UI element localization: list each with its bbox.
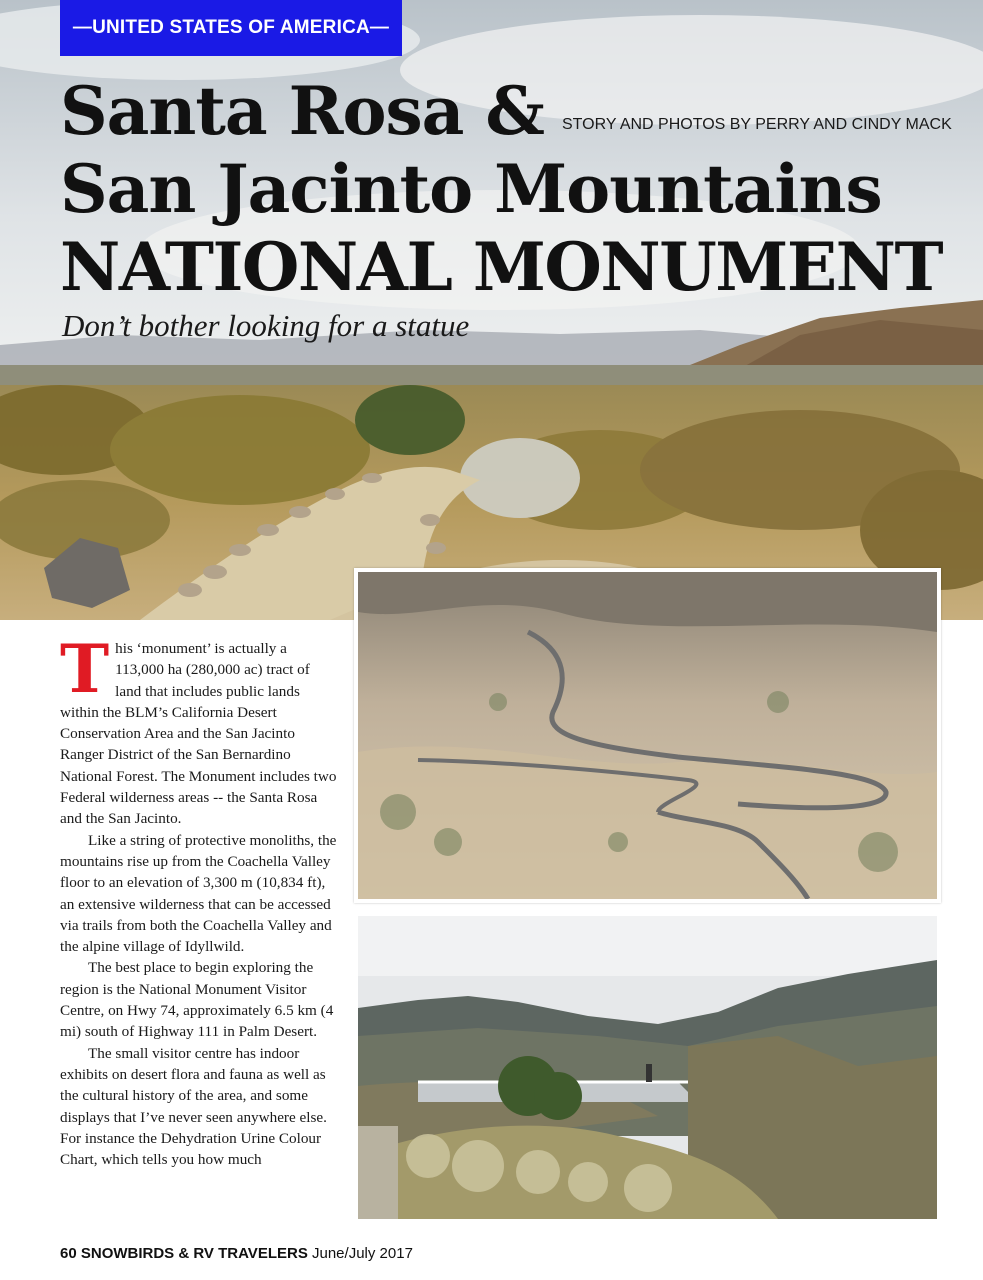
magazine-name: SNOWBIRDS & RV TRAVELERS <box>80 1245 308 1262</box>
headline-line-2: San Jacinto Mountains <box>60 150 882 228</box>
issue-date: June/July 2017 <box>312 1245 413 1262</box>
section-tag: —UNITED STATES OF AMERICA— <box>60 0 402 56</box>
winding-road-photo <box>354 568 941 903</box>
article-paragraph-4: The small visitor centre has indoor exhibits on desert flora and fauna as well as the cultural history of the area, and some displays that I’ve never seen anywhere else. For instance the Dehydration Urine Colour Chart, which tells you how much <box>60 1044 327 1169</box>
article-paragraph-1-text: his ‘monument’ is actually a 113,000 ha (280,000 ac) tract of land that includes public lands within the BLM’s California Desert Conservation Area and the San Jacinto Ranger District of the San Bernardino National Forest. The Monument includes two Federal wilderness areas -- the Santa Rosa and the San Jacinto. <box>60 640 337 828</box>
lookout-image <box>358 916 937 1219</box>
article-paragraph-1 <box>60 630 338 830</box>
drop-cap: T <box>60 630 110 708</box>
article-body <box>60 630 338 1170</box>
page-footer <box>60 1245 413 1262</box>
headline-line-3: NATIONAL MONUMENT <box>60 228 943 306</box>
winding-road-image <box>358 572 937 899</box>
headline-line-1: Santa Rosa & <box>60 72 544 150</box>
byline: STORY AND PHOTOS BY PERRY AND CINDY MACK <box>562 116 952 133</box>
article-paragraph-2: Like a string of protective monoliths, the mountains rise up from the Coachella Valley floor to an elevation of 3,300 m (10,834 ft), an extensive wilderness that can be accessed via trails from both the Coachella Valley and the alpine village of Idyllwild. <box>60 831 337 956</box>
page-number: 60 <box>60 1245 77 1262</box>
lookout-photo <box>358 916 937 1219</box>
subtitle: Don’t bother looking for a statue <box>62 308 470 343</box>
article-paragraph-3: The best place to begin exploring the region is the National Monument Visitor Centre, on Hwy 74, approximately 6.5 km (4 mi) south of Highway 111 in Palm Desert. <box>60 959 334 1041</box>
